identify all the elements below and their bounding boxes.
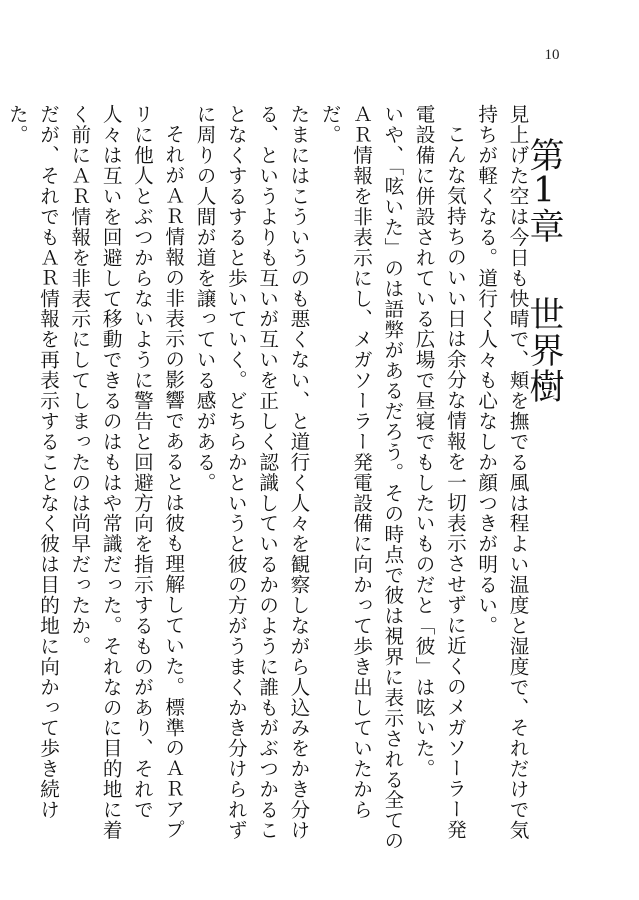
chapter-number: 1 [532, 173, 556, 208]
paragraph: 見上げた空は今日も快晴で、頬を撫でる風は程よい温度と湿度で、それだけで気持ちが軽くなる。道行く人々も心なしか顔つきが明るい。 [474, 104, 529, 841]
paragraph: いや、「呟いた」のは語弊があるだろう。その時点で彼は視界に表示される全てのＡＲ情報を非表示にし、メガソーラー発電設備に向かって歩き出していたからだ。 [318, 104, 404, 851]
paragraph: こんな気持ちのいい日は余分な情報を一切表示させずに近くのメガソーラー発電設備に併設されている広場で昼寝でもしたいものだと「彼」は呟いた。 [412, 104, 467, 840]
body-text [5, 104, 533, 852]
page-number: 10 [544, 47, 560, 63]
chapter-suffix: 章 [524, 208, 564, 244]
chapter-label: 第 [524, 137, 564, 173]
chapter-name: 世界樹 [524, 296, 564, 404]
paragraph: それがＡＲ情報の非表示の影響であるとは彼も理解していた。標準のＡＲアプリに他人とぶつからないように警告と回避方向を指示するものがあり、それで人々は互いを回避して移動できるのはもはや常識だった。それなのに目的地に着く前にＡＲ情報を非表示にしてしまったのは尚早だったか。 [67, 104, 185, 841]
paragraph: たまにはこういうのも悪くない、と道行く人々を観察しながら人込みをかき分ける、というよりも互いが互いを正しく認識しているかのように誰もがぶつかることなくするすると歩いていく。どちらかというと彼の方がうまくかき分けられずに周りの人間が道を譲っている感がある。 [193, 104, 310, 841]
paragraph: だが、それでもＡＲ情報を再表示することなく彼は目的地に向かって歩き続けた。 [5, 104, 60, 820]
